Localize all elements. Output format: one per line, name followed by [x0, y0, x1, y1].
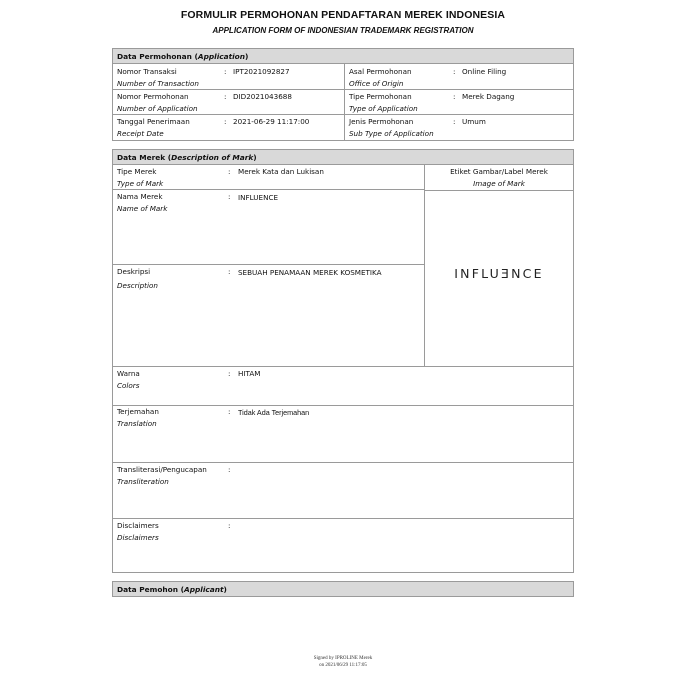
transaction-label: Nomor Transaksi — [117, 67, 177, 76]
image-label: Etiket Gambar/Label Merek — [450, 167, 548, 176]
origin-value: Online Filing — [462, 67, 507, 76]
colon: : — [228, 167, 231, 176]
subtype-label: Jenis Permohonan — [349, 117, 414, 126]
colon: : — [228, 369, 231, 378]
mark-table — [112, 164, 574, 573]
colon: : — [228, 267, 231, 276]
mark-type-label: Tipe Merek — [117, 167, 157, 176]
divider — [112, 405, 574, 406]
type-label-en: Type of Application — [349, 104, 418, 113]
colon: : — [453, 117, 456, 126]
transliteration-label-en: Transliteration — [117, 477, 169, 486]
translation-value: Tidak Ada Terjemahan — [238, 408, 310, 417]
subtype-label-en: Sub Type of Application — [349, 129, 434, 138]
colon: : — [228, 407, 231, 416]
colon: : — [228, 465, 231, 474]
application-section-title: Data Permohonan — [117, 52, 192, 61]
receipt-value: 2021-06-29 11:17:00 — [233, 117, 310, 126]
colon: : — [228, 521, 231, 530]
divider — [112, 89, 574, 90]
applicant-section-header: Data Pemohon (Applicant) — [112, 581, 574, 597]
mark-name-label: Nama Merek — [117, 192, 163, 201]
form-subtitle: APPLICATION FORM OF INDONESIAN TRADEMARK REGISTRATION — [212, 26, 474, 35]
colon: : — [224, 117, 227, 126]
divider — [424, 164, 425, 367]
transaction-value: IPT2021092827 — [233, 67, 290, 76]
app-number-label-en: Number of Application — [117, 104, 198, 113]
type-value: Merek Dagang — [462, 92, 515, 101]
colon: : — [453, 92, 456, 101]
colon: : — [224, 67, 227, 76]
color-label: Warna — [117, 369, 140, 378]
subtype-value: Umum — [462, 117, 486, 126]
mark-type-value: Merek Kata dan Lukisan — [238, 167, 324, 176]
disclaimer-label: Disclaimers — [117, 521, 159, 530]
disclaimer-label-en: Disclaimers — [117, 533, 159, 542]
divider — [112, 189, 425, 190]
mark-name-label-en: Name of Mark — [117, 204, 168, 213]
colon: : — [224, 92, 227, 101]
description-label-en: Description — [117, 281, 158, 290]
origin-label: Asal Permohonan — [349, 67, 412, 76]
signature-line-2: on 2021/06/29 11:17:05 — [319, 663, 367, 668]
signature-line-1: Signed by IPROLINE Merek — [313, 656, 373, 661]
origin-label-en: Office of Origin — [349, 79, 404, 88]
receipt-label: Tanggal Penerimaan — [117, 117, 190, 126]
divider — [112, 366, 574, 367]
divider — [112, 264, 425, 265]
type-label: Tipe Permohonan — [349, 92, 412, 101]
form-title: FORMULIR PERMOHONAN PENDAFTARAN MEREK INDONESIA — [180, 9, 506, 21]
translation-label: Terjemahan — [117, 407, 159, 416]
app-number-value: DID2021043688 — [233, 92, 292, 101]
colon: : — [228, 192, 231, 201]
mark-section-title: Data Merek — [117, 153, 166, 162]
applicant-section-title: Data Pemohon — [117, 585, 179, 594]
divider — [112, 518, 574, 519]
transliteration-label: Transliterasi/Pengucapan — [117, 465, 207, 474]
mark-name-value: INFLUENCE — [238, 193, 279, 202]
transaction-label-en: Number of Transaction — [117, 79, 199, 88]
description-label: Deskripsi — [117, 267, 151, 276]
color-value: HITAM — [238, 369, 261, 378]
app-number-label: Nomor Permohonan — [117, 92, 189, 101]
mark-logo-image: INFLUƎNCE — [454, 266, 544, 281]
applicant-section-title-en: Applicant — [183, 585, 224, 594]
image-label-en: Image of Mark — [473, 179, 525, 188]
receipt-label-en: Receipt Date — [117, 129, 164, 138]
colon: : — [453, 67, 456, 76]
translation-label-en: Translation — [117, 419, 157, 428]
divider — [112, 462, 574, 463]
application-section-header: Data Permohonan (Application) — [112, 48, 574, 64]
color-label-en: Colors — [117, 381, 140, 390]
mark-section-header: Data Merek (Description of Mark) — [112, 149, 574, 165]
application-section-title-en: Application — [197, 52, 246, 61]
mark-type-label-en: Type of Mark — [117, 179, 164, 188]
divider — [112, 114, 574, 115]
divider — [344, 63, 345, 141]
description-value: SEBUAH PENAMAAN MEREK KOSMETIKA — [238, 268, 382, 277]
mark-section-title-en: Description of Mark — [171, 153, 254, 162]
divider — [424, 190, 574, 191]
